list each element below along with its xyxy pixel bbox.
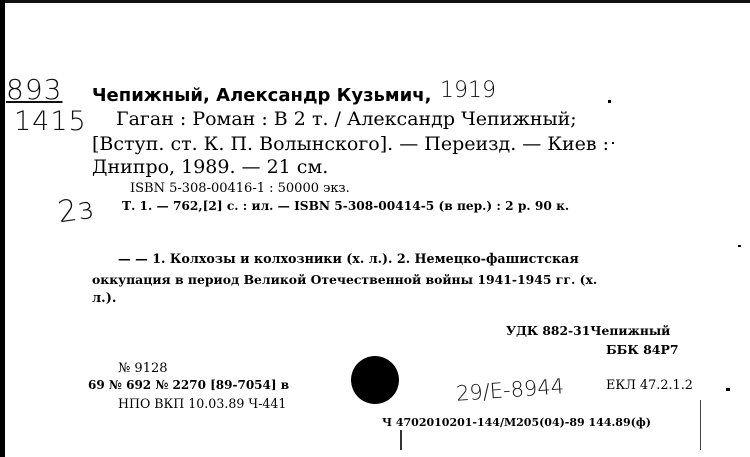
card-left-edge bbox=[0, 0, 5, 457]
scan-speckle bbox=[608, 100, 611, 103]
scan-speckle bbox=[700, 400, 701, 450]
author-heading: Чепижный, Александр Кузьмич, bbox=[92, 85, 432, 106]
volume-line: Т. 1. — 762,[2] с. : ил. — ISBN 5-308-00414-5 (в пер.) : 2 р. 90 к. bbox=[122, 199, 570, 213]
scan-speckle bbox=[400, 430, 402, 450]
handwritten-shelf-note: 29/E-8944 bbox=[455, 374, 565, 406]
title-line-1: Гаган : Роман : В 2 т. / Александр Чепижный; bbox=[116, 108, 577, 130]
card-number: № 9128 bbox=[118, 361, 168, 376]
title-line-3: Днипро, 1989. — 21 см. bbox=[92, 156, 329, 178]
handwritten-code-top: 893 bbox=[6, 73, 63, 106]
handwritten-scribble: 2ɜ bbox=[55, 190, 96, 231]
print-order: 69 № 692 № 2270 [89-7054] в bbox=[88, 378, 290, 392]
scan-speckle bbox=[726, 388, 730, 391]
handwritten-code-bottom: 1415 bbox=[14, 106, 87, 137]
subjects-line-1: — — 1. Колхозы и колхозники (х. л.). 2. Немецко-фашистская bbox=[118, 251, 579, 266]
card-top-edge bbox=[0, 0, 750, 3]
title-line-2: [Вступ. ст. К. П. Волынского]. — Переизд. — Киев : bbox=[92, 133, 610, 155]
subjects-line-3: л.). bbox=[92, 291, 117, 306]
scan-speckle bbox=[612, 142, 614, 144]
npo-line: НПО ВКП 10.03.89 Ч-441 bbox=[118, 396, 287, 411]
isbn-line: ISBN 5-308-00416-1 : 50000 экз. bbox=[130, 181, 350, 196]
black-dot-mark bbox=[351, 356, 399, 404]
scan-speckle bbox=[738, 245, 741, 247]
handwritten-year: 1919 bbox=[440, 78, 496, 103]
bbk-code: ББК 84Р7 bbox=[606, 342, 679, 357]
catalog-code: Ч 4702010201-144/М205(04)-89 144.89(ф) bbox=[382, 416, 651, 429]
subjects-line-2: оккупация в период Великой Отечественной войны 1941-1945 гг. (х. bbox=[92, 272, 598, 287]
udk-code: УДК 882-31Чепижный bbox=[506, 323, 671, 338]
ekl-code: ЕКЛ 47.2.1.2 bbox=[606, 378, 693, 393]
